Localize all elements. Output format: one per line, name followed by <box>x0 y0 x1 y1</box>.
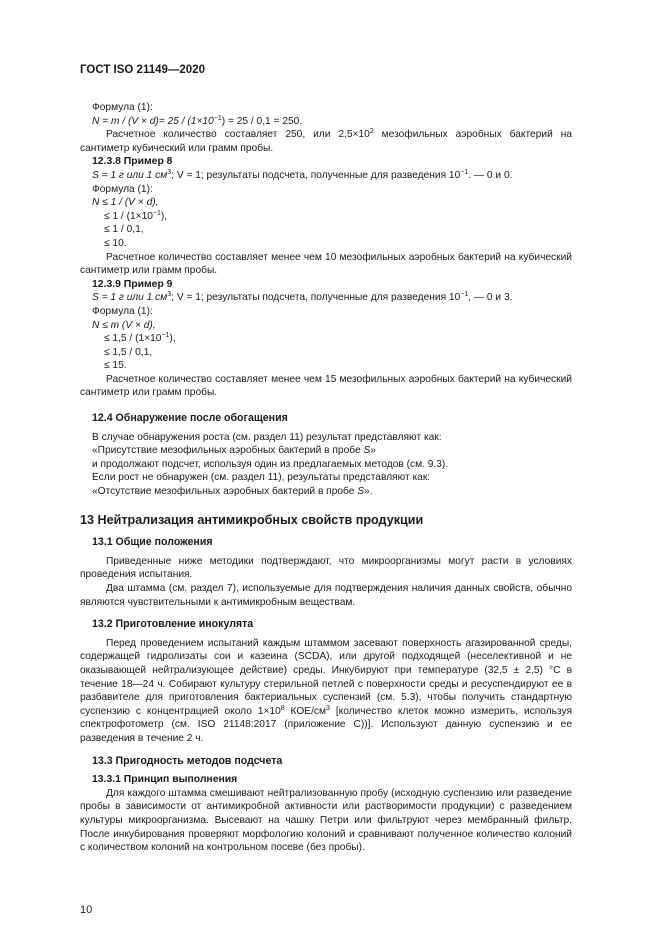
formula-line: N ≤ 1 / (V × d), <box>92 197 159 209</box>
example-9 <box>80 278 572 400</box>
section-title: 12.4 Обнаружение после обогащения <box>92 412 288 425</box>
text-line: «Отсутствие мезофильных аэробных бактерий в пробе S». <box>92 486 373 498</box>
paragraph: Для каждого штамма смешивают нейтрализованную пробу (исходную суспензию или разведение пробы в зависимости от антимикробной активности или растворимости продукции) с разведением культуры микроорганизма. Высевают на чашку Петри или фильтруют через мембранный фильтр. После инкубирования проверяют морфологию колоний и сравнивают полученное количество колоний с количеством колоний на контрольном посеве (без пробы). <box>80 787 572 854</box>
result-paragraph: Расчетное количество составляет 250, или $2,5\times 10^2$ мезофильных аэробных бактерий на сантиметр кубический или грамм пробы. <box>80 128 572 154</box>
page-number: 10 <box>80 904 93 916</box>
result-paragraph: Расчетное количество составляет менее чем 10 мезофильных аэробных бактерий на кубический сантиметр или грамм пробы. <box>80 251 572 277</box>
result-paragraph: Расчетное количество составляет менее чем 15 мезофильных аэробных бактерий на кубический сантиметр или грамм пробы. <box>80 373 572 399</box>
condition-line: S = 1 г или 1 $см^3$; V = 1; результаты подсчета, полученные для разведения $10^{-1}$, — 0 и 3. <box>92 291 513 304</box>
chapter-title: 13 Нейтрализация антимикробных свойств продукции <box>80 512 424 527</box>
section-title: 13.3 Пригодность методов подсчета <box>92 754 283 767</box>
section-13 <box>80 512 572 855</box>
page-header: ГОСТ ISO 21149—2020 <box>80 64 205 76</box>
formula-label: Формула (1): <box>92 305 153 317</box>
section-title: 13.2 Приготовление инокулята <box>92 618 254 631</box>
formula-line: ≤ $1 / (1\times 10^{-1})$, <box>104 209 168 222</box>
paragraph: Перед проведением испытаний каждым штаммом засевают поверхность агазированной среды, содержащей гидролизаты сои и казеина (SCDA), или другой подходящей (неселективной и не оказывающей нейтрализующее действие) среды. Инкубируют при температуре (32,5 ± 2,5) °С в течение 18—24 ч. Собирают культуру стерильной петлей с поверхности среды и ресуспендируют ее в разбавителе для приготовления бактериальных суспензий (см. 5.3), чтобы получить стандартную суспензию с концентрацией около $1\times 10^8$ КОЕ/$см^3$ [количество клеток можно измерить, используя спектрофотометр (см. ISO 21148:2017 (приложение С))]. Используют данную суспензию и ее разведения в течение 2 ч. <box>80 637 572 744</box>
text-line: В случае обнаружения роста (см. раздел 11) результат представляют как: <box>92 431 442 443</box>
page-content <box>80 101 572 855</box>
text-line: Если рост не обнаружен (см. раздел 11), результаты представляют как: <box>92 472 431 484</box>
paragraph: Два штамма (см. раздел 7), используемые для подтверждения наличия данных свойств, обычно являются чувствительными к антимикробным веществам. <box>80 583 572 608</box>
formula-line: ≤ 1,5 / 0,1, <box>104 346 153 358</box>
formula-line: ≤ 15. <box>104 360 127 372</box>
formula-label: Формула (1): <box>92 183 153 195</box>
formula-label: Формула (1): <box>92 102 153 113</box>
subsection-title: 13.3.1 Принцип выполнения <box>92 774 238 786</box>
section-title: 13.1 Общие положения <box>92 536 213 549</box>
formula-line: $N = m / (V \times d)= 25 / (1\times 10^{-1}) = 25 / 0,1 = 250$. <box>92 114 303 127</box>
condition-line: S = 1 г или 1 $см^3$; V = 1; результаты подсчета, полученные для разведения $10^{-1}$. — 0 и 0. <box>92 168 513 181</box>
formula-line: ≤ 10. <box>104 237 127 249</box>
example-8-title: 12.3.8 Пример 8 <box>92 156 173 168</box>
text-line: и продолжают подсчет, используя один из предлагаемых методов (см. 9.3). <box>92 458 449 470</box>
formula-line: ≤ 1 / 0,1, <box>104 224 144 236</box>
formula-line: ≤ $1,5 / (1\times 10^{-1})$, <box>104 332 176 345</box>
example-7-continued <box>80 101 572 155</box>
section-12-4 <box>92 412 572 499</box>
example-8 <box>80 155 572 277</box>
formula-line: N ≤ m (V × d), <box>92 319 156 331</box>
text-line: «Присутствие мезофильных аэробных бактерий в пробе S» <box>92 445 376 457</box>
example-9-title: 12.3.9 Пример 9 <box>92 278 173 290</box>
paragraph: Приведенные ниже методики подтверждают, что микроорганизмы могут расти в условиях проведения испытания. <box>80 555 572 581</box>
